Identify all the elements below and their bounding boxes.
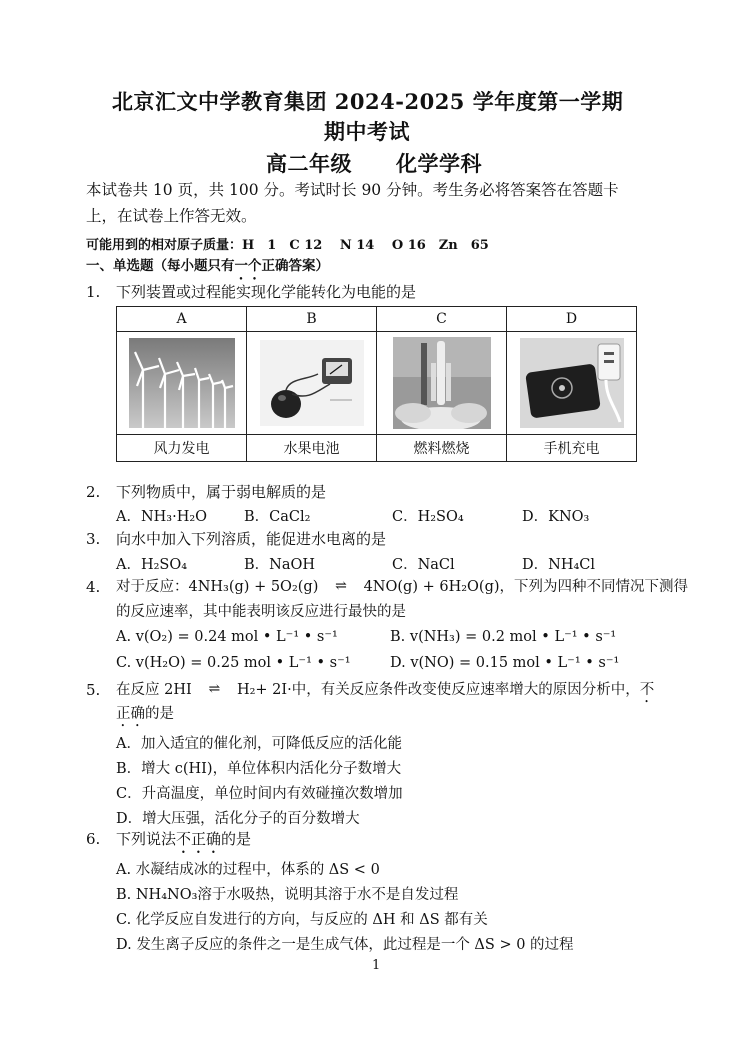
q6-option-a: A. 水凝结成冰的过程中，体系的 ΔS < 0 <box>116 862 380 878</box>
subject-label: 化学学科 <box>396 151 482 176</box>
q5-stem-tail: 的是 <box>145 706 174 722</box>
q2-option-b: B．CaCl₂ <box>244 509 311 525</box>
q6-option-d: D. 发生离子反应的条件之一是生成气体，此过程是一个 ΔS > 0 的过程 <box>116 937 574 953</box>
q3-number: 3. <box>86 530 101 548</box>
q5-stem-emph-2: 正确 <box>116 706 145 722</box>
q6-stem-emph: 不正确 <box>176 830 222 848</box>
q2-option-a: A．NH₃·H₂O <box>116 509 208 525</box>
q1-options-table <box>116 306 637 462</box>
q6-option-b: B. NH₄NO₃溶于水吸热，说明其溶于水不是自发过程 <box>116 887 459 903</box>
q3-option-d: D．NH₄Cl <box>522 557 596 573</box>
q3-stem: 向水中加入下列溶质，能促进水电离的是 <box>116 530 387 548</box>
rocket-launch-icon <box>393 337 491 429</box>
q5-stem-line-2 <box>116 704 174 730</box>
q1-header-c: C <box>377 307 507 332</box>
grade-label: 高二年级 <box>266 151 352 176</box>
q5-option-c: C．升高温度，单位时间内有效碰撞次数增加 <box>116 786 403 802</box>
q4-number: 4. <box>86 578 101 596</box>
q3-option-a: A．H₂SO₄ <box>116 557 188 573</box>
phone-charging-icon <box>520 338 624 428</box>
q2-option-d: D．KNO₃ <box>522 509 590 525</box>
equilibrium-arrow-icon: ⇌ <box>335 578 347 594</box>
section-heading <box>86 254 329 283</box>
section-text-emph: 一个 <box>234 258 262 274</box>
q5-stem-emph-1: 不 <box>639 682 655 698</box>
q5-stem-a: 在反应 2HI <box>116 682 192 698</box>
exam-subtitle: 期中考试 <box>324 119 410 144</box>
q5-stem <box>116 680 654 706</box>
intro-line-1: 本试卷共 10 页，共 100 分。考试时长 90 分钟。考生务必将答案答在答题卡 <box>86 181 619 199</box>
q5-option-d: D．增大压强，活化分子的百分数增大 <box>116 811 360 827</box>
q1-caption-d: 手机充电 <box>507 435 637 462</box>
page-number: 1 <box>372 958 381 973</box>
intro-line-2: 上，在试卷上作答无效。 <box>86 207 257 225</box>
atomic-mass-line: 可能用到的相对原子质量：H 1 C 12 N 14 O 16 Zn 65 <box>86 238 489 253</box>
q5-option-b: B．增大 c(HI)，单位体积内活化分子数增大 <box>116 761 402 777</box>
q4-stem-line-2: 的反应速率，其中能表明该反应进行最快的是 <box>116 604 406 620</box>
q1-caption-b: 水果电池 <box>247 435 377 462</box>
q3-option-c: C．NaCl <box>392 557 455 573</box>
q1-stem: 下列装置或过程能实现化学能转化为电能的是 <box>116 283 417 301</box>
exam-title: 北京汇文中学教育集团 2024-2025 学年度第一学期 <box>112 89 624 114</box>
q1-number: 1. <box>86 283 101 301</box>
q6-stem-b: 的是 <box>221 830 252 848</box>
q2-number: 2. <box>86 483 101 501</box>
q6-number: 6. <box>86 830 101 848</box>
q2-stem: 下列物质中，属于弱电解质的是 <box>116 483 327 501</box>
q1-header-b: B <box>247 307 377 332</box>
q4-stem-b: 4NO(g) + 6H₂O(g)，下列为四种不同情况下测得 <box>363 579 689 595</box>
section-text-a: 一、单选题（每小题只有 <box>86 258 235 274</box>
q5-stem-b: H₂+ 2I·中，有关反应条件改变使反应速率增大的原因分析中， <box>236 682 640 698</box>
q4-option-d: D. v(NO) = 0.15 mol • L⁻¹ • s⁻¹ <box>390 655 620 671</box>
q3-option-b: B．NaOH <box>244 557 316 573</box>
wind-turbine-icon <box>129 338 235 428</box>
q4-option-c: C. v(H₂O) = 0.25 mol • L⁻¹ • s⁻¹ <box>116 655 351 671</box>
fruit-battery-icon <box>260 340 364 426</box>
q1-caption-a: 风力发电 <box>117 435 247 462</box>
q5-number: 5. <box>86 681 101 699</box>
q4-option-a: A. v(O₂) = 0.24 mol • L⁻¹ • s⁻¹ <box>116 629 338 645</box>
q1-caption-c: 燃料燃烧 <box>377 435 507 462</box>
section-text-b: 正确答案） <box>261 258 329 274</box>
q4-stem <box>116 577 688 597</box>
q6-option-c: C. 化学反应自发进行的方向，与反应的 ΔH 和 ΔS 都有关 <box>116 912 488 928</box>
q6-stem <box>116 829 251 857</box>
q4-stem-a: 对于反应：4NH₃(g) + 5O₂(g) <box>116 579 319 595</box>
equilibrium-arrow-icon: ⇌ <box>208 681 221 697</box>
q1-header-a: A <box>117 307 247 332</box>
q4-option-b: B. v(NH₃) = 0.2 mol • L⁻¹ • s⁻¹ <box>390 629 617 645</box>
q1-header-d: D <box>507 307 637 332</box>
q6-stem-a: 下列说法 <box>116 830 177 848</box>
q5-option-a: A．加入适宜的催化剂，可降低反应的活化能 <box>116 736 402 752</box>
q2-option-c: C．H₂SO₄ <box>392 509 464 525</box>
